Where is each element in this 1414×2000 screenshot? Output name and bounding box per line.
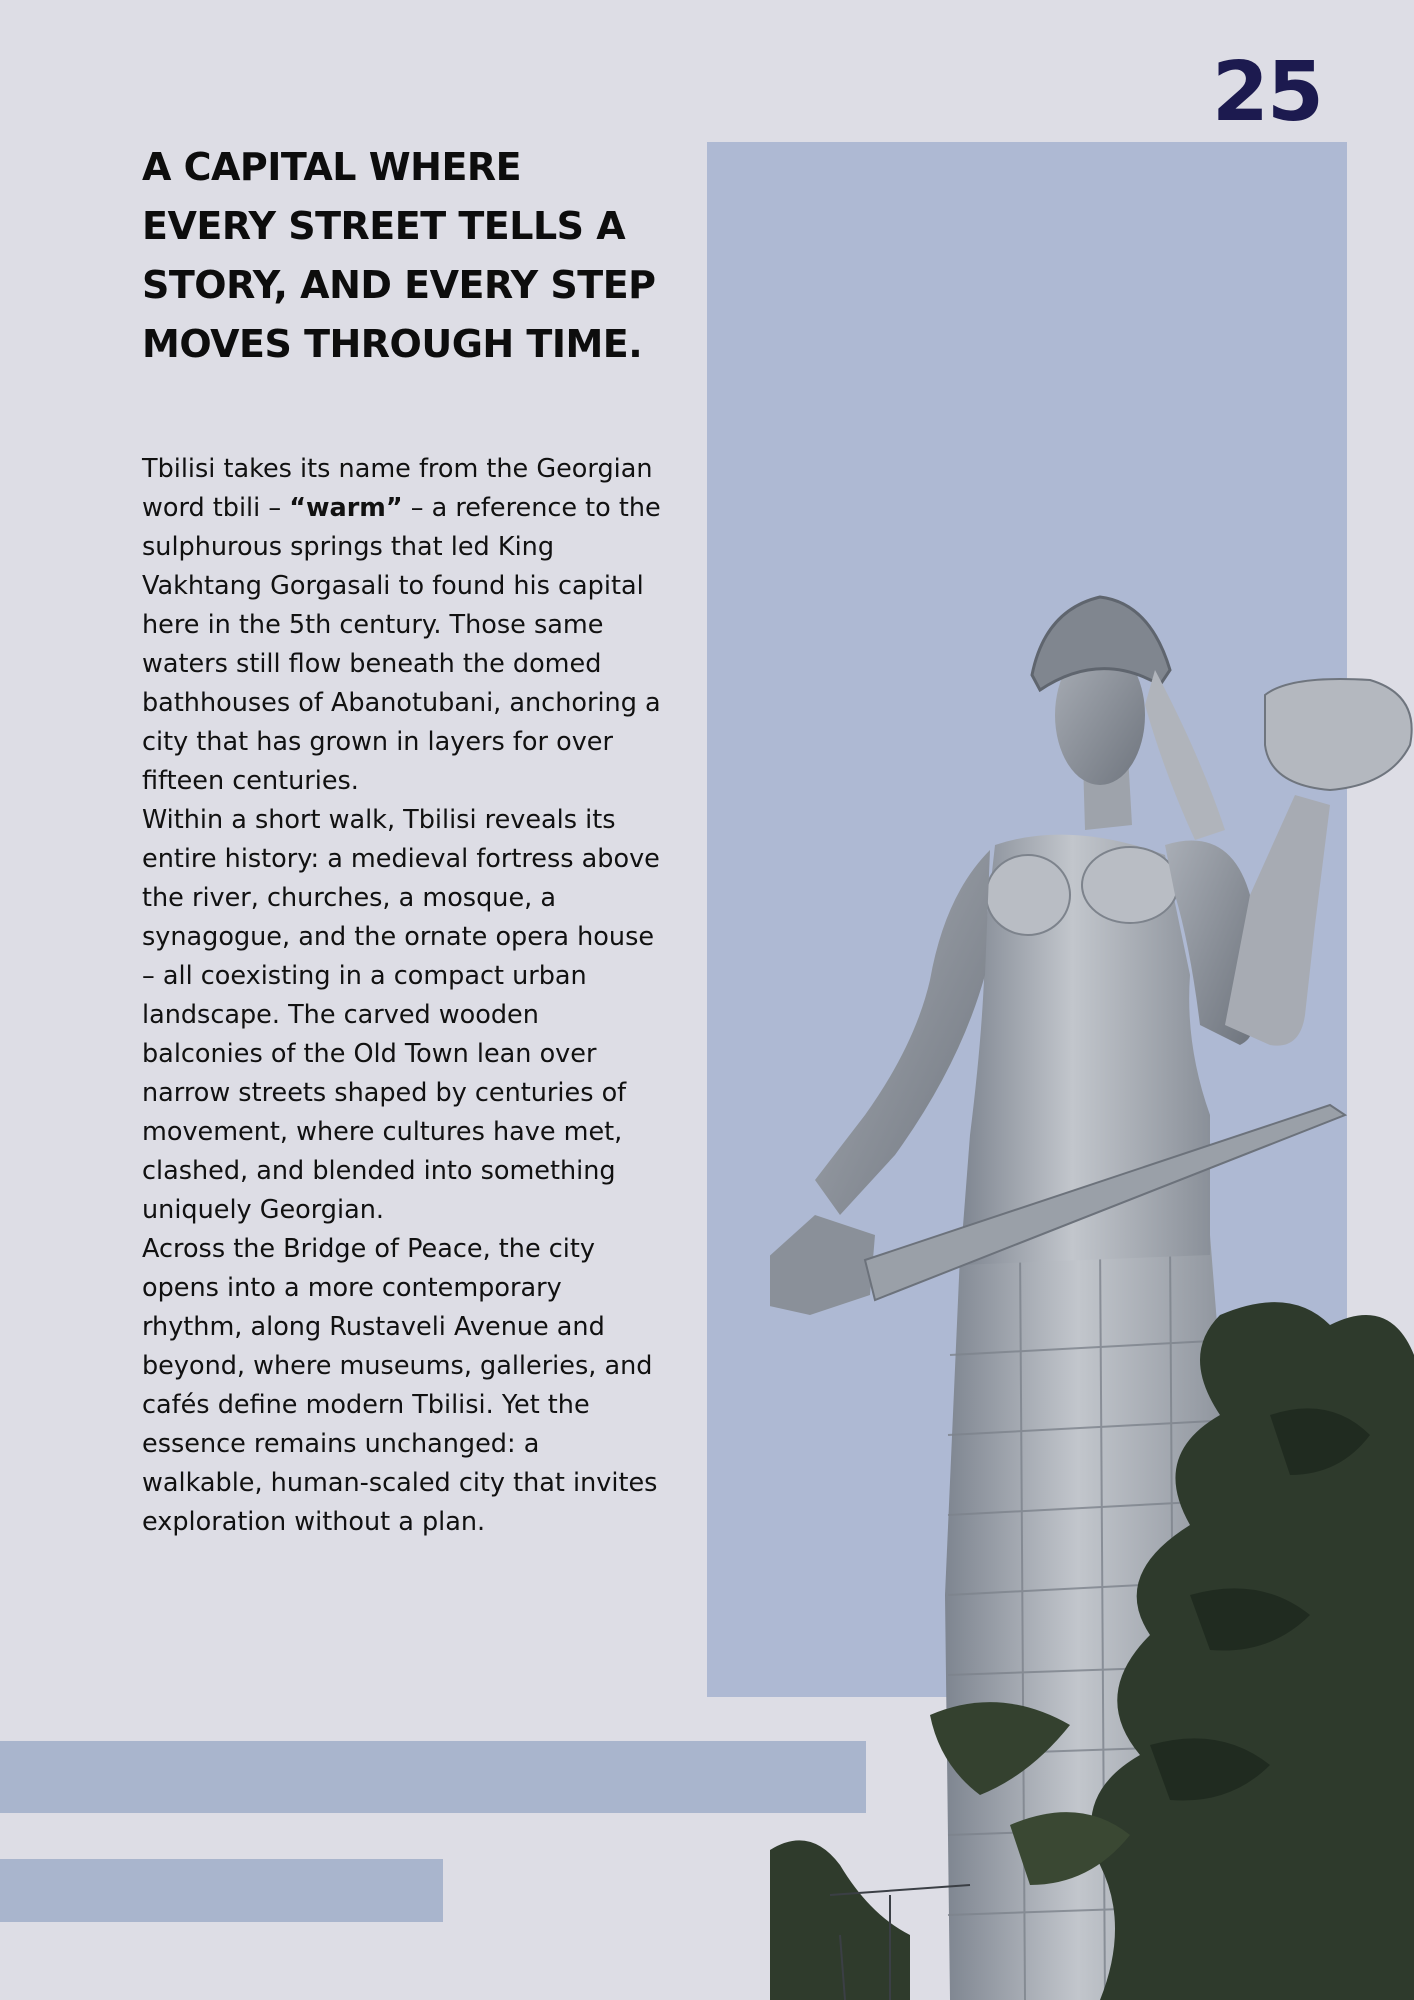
headline: A CAPITAL WHERE EVERY STREET TELLS A STORY, AND EVERY STEP MOVES THROUGH TIME. [142,145,656,366]
article-body [142,450,662,1542]
paragraph-1: Tbilisi takes its name from the Georgian word tbili – “warm” – a reference to the sulphurous springs that led King Vakhtang Gorgasali to found his capital here in the 5th century. Those same waters still flow beneath the domed bathhouses of Abanotubani, anchoring a city that has grown in layers for over fifteen centuries. [142,454,661,796]
paragraph-3: Across the Bridge of Peace, the city opens into a more contemporary rhythm, along Rustaveli Avenue and beyond, where museums, galleries, and cafés define modern Tbilisi. Yet the essence remains unchanged: a walkable, human-scaled city that invites exploration without a plan. [142,1234,658,1537]
decorative-bar-long [0,1741,866,1813]
mother-of-georgia-statue-image [770,595,1414,2000]
page-number: 25 [1211,45,1322,140]
decorative-bar-short [0,1859,443,1922]
paragraph-2: Within a short walk, Tbilisi reveals its entire history: a medieval fortress above the river, churches, a mosque, a synagogue, and the ornate opera house – all coexisting in a compact urban landscape. The carved wooden balconies of the Old Town lean over narrow streets shaped by centuries of movement, where cultures have met, clashed, and blended into something uniquely Georgian. [142,805,660,1225]
emphasis-warm: “warm” [289,493,403,523]
